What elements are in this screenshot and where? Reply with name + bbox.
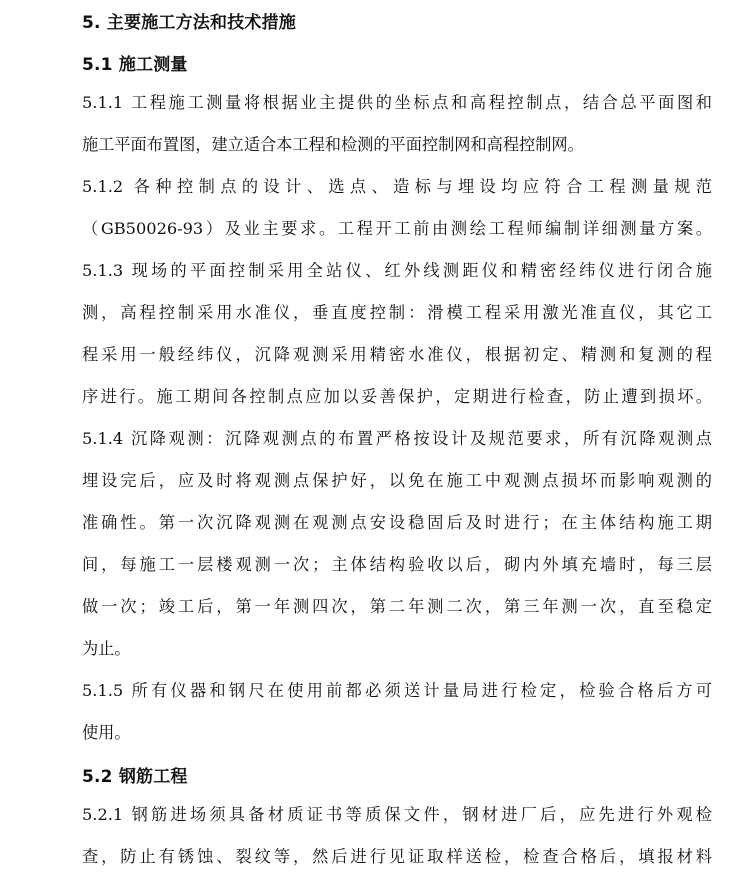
paragraph-line: 5.1.3 现场的平面控制采用全站仪、红外线测距仪和精密经纬仪进行闭合施 — [82, 261, 712, 280]
paragraph-line: 为止。 — [82, 639, 131, 658]
paragraph-line: 埋设完后，应及时将观测点保护好，以免在施工中观测点损坏而影响观测的 — [82, 471, 712, 490]
paragraph-line: 施工平面布置图，建立适合本工程和检测的平面控制网和高程控制网。 — [82, 135, 584, 154]
subsection-title-5-1: 5.1 施工测量 — [82, 55, 188, 75]
section-title: 5. 主要施工方法和技术措施 — [82, 13, 297, 33]
paragraph-line: 使用。 — [82, 723, 131, 742]
paragraph-line: （GB50026-93）及业主要求。工程开工前由测绘工程师编制详细测量方案。 — [82, 219, 712, 238]
paragraph-line: 5.1.4 沉降观测：沉降观测点的布置严格按设计及规范要求，所有沉降观测点 — [82, 429, 712, 448]
paragraph-line: 准确性。第一次沉降观测在观测点安设稳固后及时进行；在主体结构施工期 — [82, 513, 712, 532]
paragraph-line: 程采用一般经纬仪，沉降观测采用精密水准仪，根据初定、精测和复测的程 — [82, 345, 712, 364]
paragraph-line: 做一次；竣工后，第一年测四次，第二年测二次，第三年测一次，直至稳定 — [82, 597, 712, 616]
paragraph-line: 测，高程控制采用水准仪，垂直度控制：滑模工程采用激光准直仪，其它工 — [82, 303, 712, 322]
paragraph-line: 5.1.5 所有仪器和钢尺在使用前都必须送计量局进行检定，检验合格后方可 — [82, 681, 712, 700]
paragraph-line: 5.1.1 工程施工测量将根据业主提供的坐标点和高程控制点，结合总平面图和 — [82, 93, 712, 112]
subsection-title-5-2: 5.2 钢筋工程 — [82, 767, 188, 787]
paragraph-line: 5.1.2 各种控制点的设计、选点、造标与埋设均应符合工程测量规范 — [82, 177, 712, 196]
paragraph-line: 查，防止有锈蚀、裂纹等，然后进行见证取样送检，检查合格后，填报材料 — [82, 847, 712, 866]
paragraph-line: 序进行。施工期间各控制点应加以妥善保护，定期进行检查，防止遭到损坏。 — [82, 387, 712, 406]
paragraph-line: 间，每施工一层楼观测一次；主体结构验收以后，砌内外填充墙时，每三层 — [82, 555, 712, 574]
paragraph-line: 5.2.1 钢筋进场须具备材质证书等质保文件，钢材进厂后，应先进行外观检 — [82, 805, 712, 824]
